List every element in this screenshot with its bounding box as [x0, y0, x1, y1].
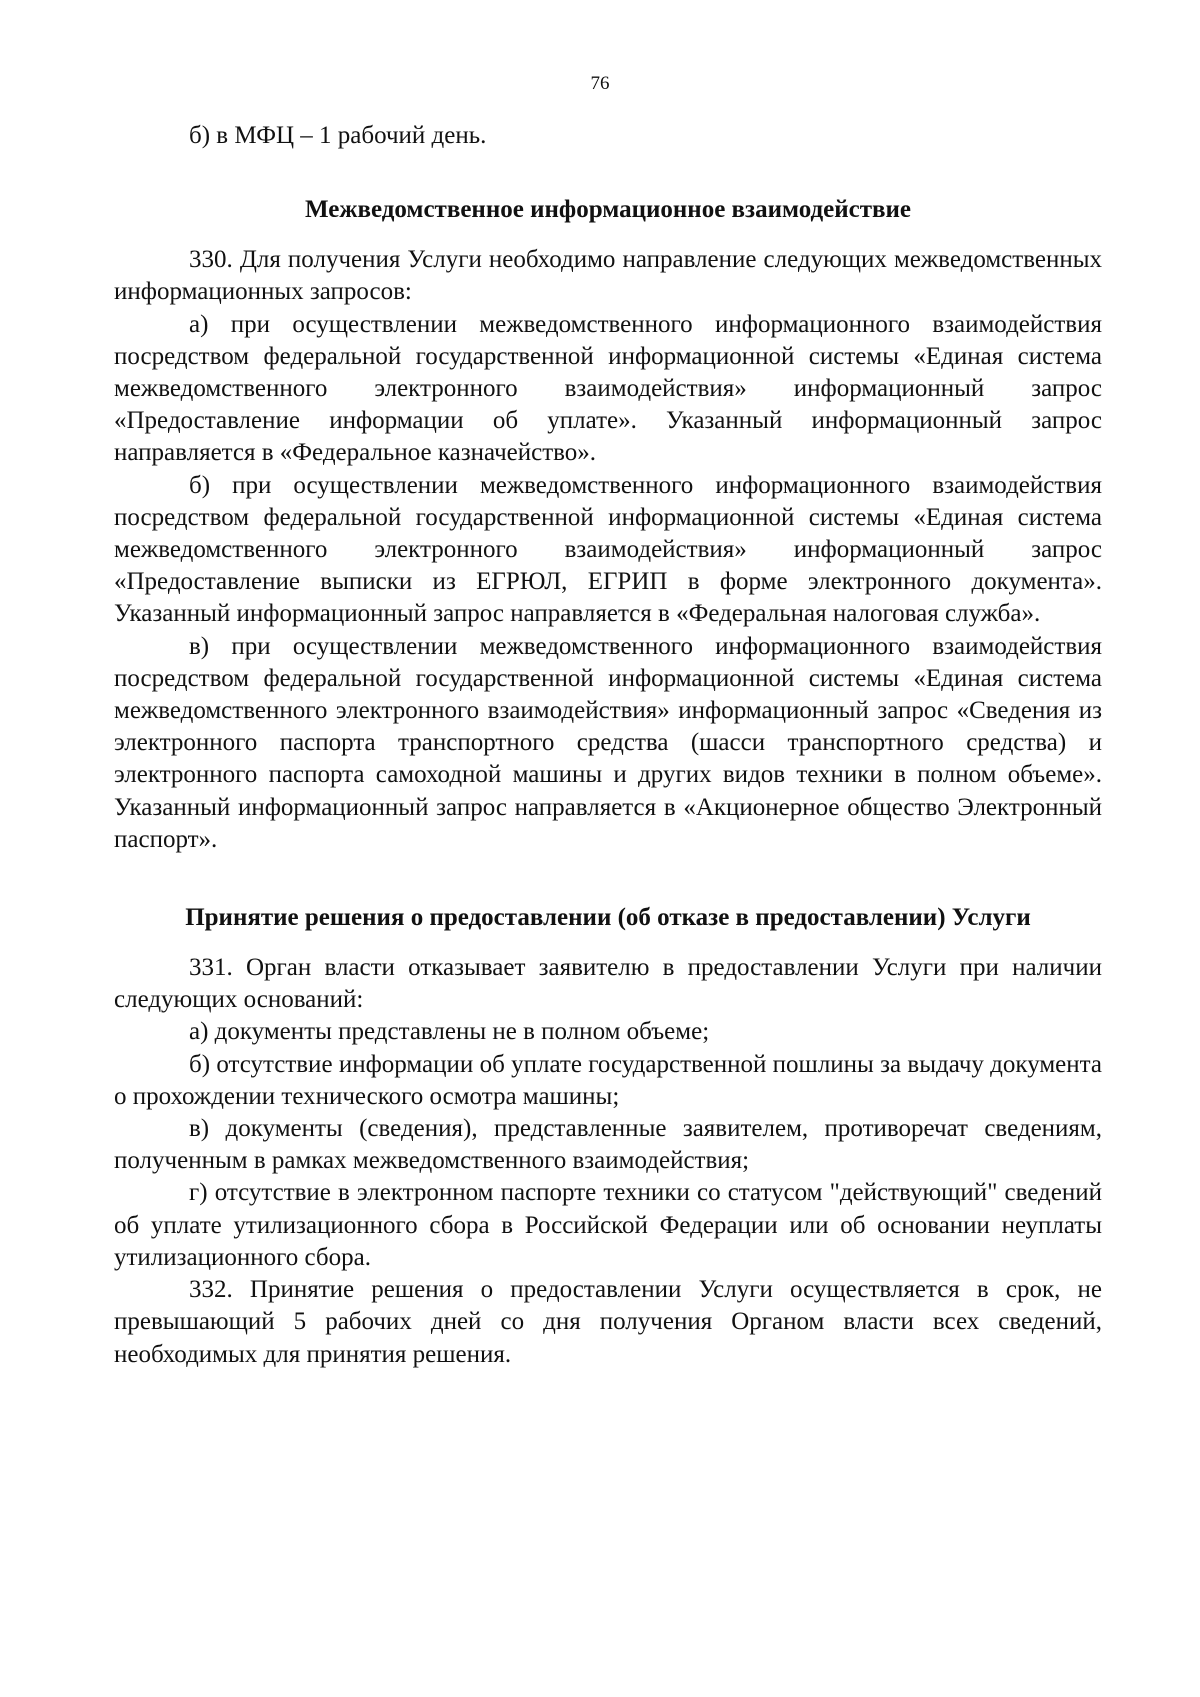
page-number: 76	[590, 73, 610, 94]
paragraph-330-b: б) при осуществлении межведомственного информационного взаимодействия посредством федеральной государственной информационной системы «Единая система межведомственного электронного взаимодействия» информационный запрос «Предоставление выписки из ЕГРЮЛ, ЕГРИП в форме электронного документа». Указанный информационный запрос направляется в «Федеральная налоговая служба».	[114, 471, 1102, 628]
section-heading-decision: Принятие решения о предоставлении (об отказе в предоставлении) Услуги	[185, 904, 1031, 932]
paragraph-331: 331. Орган власти отказывает заявителю в предоставлении Услуги при наличии следующих оснований:	[114, 954, 1102, 1014]
paragraph-331-v: в) документы (сведения), представленные заявителем, противоречат сведениям, полученным в рамках межведомственного взаимодействия;	[114, 1115, 1102, 1175]
document-body	[114, 120, 1102, 1371]
paragraph-332: 332. Принятие решения о предоставлении Услуги осуществляется в срок, не превышающий 5 рабочих дней со дня получения Органом власти всех сведений, необходимых для принятия решения.	[114, 1276, 1102, 1368]
paragraph-330-v: в) при осуществлении межведомственного информационного взаимодействия посредством федеральной государственной информационной системы «Единая система межведомственного электронного взаимодействия» информационный запрос «Сведения из электронного паспорта транспортного средства (шасси транспортного средства) и электронного паспорта самоходной машины и других видов техники в полном объеме». Указанный информационный запрос направляется в «Акционерное общество Электронный паспорт».	[114, 632, 1102, 853]
paragraph-330-a: а) при осуществлении межведомственного информационного взаимодействия посредством федеральной государственной информационной системы «Единая система межведомственного электронного взаимодействия» информационный запрос «Предоставление информации об уплате». Указанный информационный запрос направляется в «Федеральное казначейство».	[114, 310, 1102, 467]
paragraph-331-g: г) отсутствие в электронном паспорте техники со статусом "действующий" сведений об уплате утилизационного сбора в Российской Федерации или об основании неуплаты утилизационного сбора.	[114, 1179, 1102, 1271]
paragraph-mfc-term: б) в МФЦ – 1 рабочий день.	[189, 122, 487, 149]
paragraph-331-a: а) документы представлены не в полном объеме;	[189, 1018, 710, 1046]
paragraph-331-b: б) отсутствие информации об уплате государственной пошлины за выдачу документа о прохождении технического осмотра машины;	[114, 1050, 1102, 1110]
section-heading-interagency: Межведомственное информационное взаимодействие	[305, 196, 911, 224]
paragraph-330: 330. Для получения Услуги необходимо направление следующих межведомственных информационных запросов:	[114, 246, 1102, 306]
